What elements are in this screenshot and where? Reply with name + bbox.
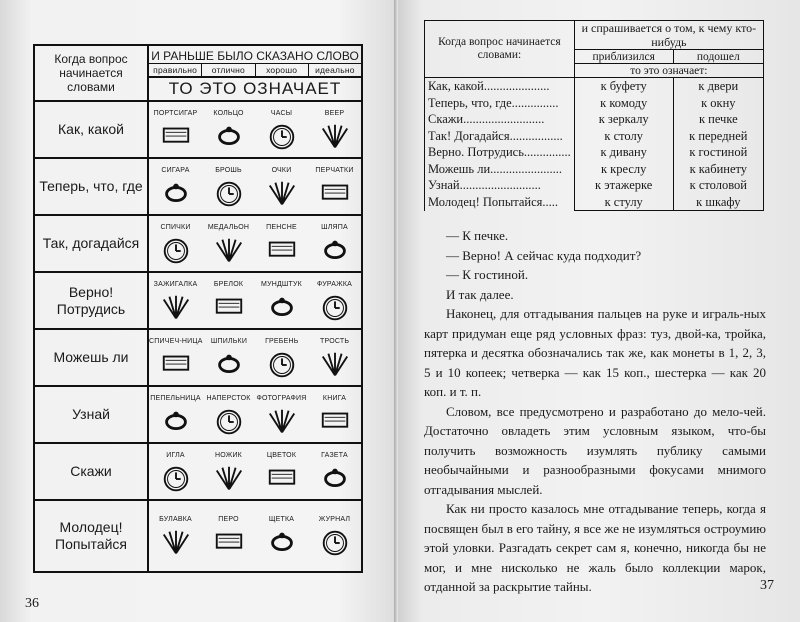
object-cell <box>255 107 308 153</box>
phrase: Молодец! Попытайся..... <box>428 194 559 209</box>
object-cell <box>308 392 361 438</box>
came-up-value: к окну <box>701 95 736 110</box>
object-illustration-icon <box>265 178 299 210</box>
object-illustration-icon <box>212 527 246 559</box>
column-header-came-up: подошел <box>673 50 763 64</box>
column-header-approached: приблизился <box>574 50 673 64</box>
code-phrase: Узнай <box>34 386 148 443</box>
object-cell <box>202 278 255 324</box>
header-words <box>149 63 361 78</box>
header-word: идеально <box>315 65 355 75</box>
table-left-header: Когда вопрос начинается словами: <box>425 21 575 78</box>
approached-value: к комоду <box>600 95 648 110</box>
object-cell <box>255 164 308 210</box>
object-cell <box>255 392 308 438</box>
object-illustration-icon <box>318 527 352 559</box>
object-cell <box>202 107 255 153</box>
object-illustration-icon <box>318 406 352 438</box>
object-illustration-icon <box>318 235 352 267</box>
object-cell <box>149 164 202 210</box>
object-label: ПОРТСИГАР <box>153 109 198 117</box>
header-word: хорошо <box>256 64 309 76</box>
paragraph: Наконец, для отгадывания пальцев на руке и играль-ных карт придуман еще ряд условных фраз: туз, двой-ка, тройка, пятерка и десятка обозначались так же, как монеты в 1, 2, 3, 5 и 10 копеек; четверка — как 15 коп., шестерка — как 20 коп. и т. п. <box>424 306 766 399</box>
code-objects <box>148 158 362 215</box>
object-cell <box>202 513 255 559</box>
approached-value: к столу <box>604 128 644 143</box>
header-question-start: Когда вопрос начинается словами <box>34 45 148 101</box>
object-cell <box>149 335 203 381</box>
phrase: Теперь, что, где............... <box>428 95 559 110</box>
object-label: БРЕЛОК <box>213 280 244 288</box>
page-number-right: 37 <box>760 578 774 593</box>
object-cell <box>308 513 361 559</box>
came-up-value: к двери <box>698 79 739 93</box>
object-label: ГРЕБЕНЬ <box>265 337 299 345</box>
code-objects <box>148 443 362 500</box>
code-phrase: Теперь, что, где <box>34 158 148 215</box>
object-label: СПИЧКИ <box>160 223 191 231</box>
phrase-column <box>425 78 575 211</box>
object-label: ЗАЖИГАЛКА <box>153 280 198 288</box>
dialogue-line: — Верно! А сейчас куда подходит? <box>446 247 642 263</box>
code-phrase-table <box>33 44 363 573</box>
object-illustration-icon <box>265 292 299 324</box>
object-label: НАПЕРСТОК <box>206 394 251 402</box>
code-phrase: Верно! Потрудись <box>34 272 148 329</box>
object-label: ПЕРЧАТКИ <box>315 166 354 174</box>
object-cell <box>308 449 361 495</box>
object-label: ОЧКИ <box>271 166 292 174</box>
object-label: ИГЛА <box>166 451 185 459</box>
object-illustration-icon <box>212 406 246 438</box>
code-phrase: Так, догадайся <box>34 215 148 272</box>
object-illustration-icon <box>318 178 352 210</box>
paragraph: Как ни просто казалось мне отгадывание теперь, когда я посвящен был в его тайну, я все же не изумляться остроумию этой уловки. Разгадать секрет сам я, конечно, никогда бы не мог, и мне нисколько не жаль было коллекции марок, отданной за раскрытие тайны. <box>424 501 766 594</box>
header-word: отлично <box>202 64 255 76</box>
code-objects <box>148 329 362 386</box>
phrase: Как, какой..................... <box>428 79 550 94</box>
phrase: Верно. Потрудись............... <box>428 145 571 160</box>
object-label: ЩЕТКА <box>268 516 295 523</box>
object-illustration-icon <box>212 292 246 324</box>
came-up-value: к печке <box>698 112 738 126</box>
phrase: Так! Догадайся................. <box>428 128 563 143</box>
object-illustration-icon <box>159 292 193 324</box>
object-illustration-icon <box>159 406 193 438</box>
object-illustration-icon <box>265 527 299 559</box>
object-cell <box>203 335 256 381</box>
table-means-header: то это означает: <box>574 64 763 78</box>
object-label: КОЛЬЦО <box>213 109 244 117</box>
approached-value: к буфету <box>600 79 647 93</box>
object-label: МЕДАЛЬОН <box>207 223 250 231</box>
object-illustration-icon <box>318 292 352 324</box>
object-cell <box>149 449 202 495</box>
object-label: НОЖИК <box>215 451 242 459</box>
approached-value: к креслу <box>600 161 647 176</box>
paragraph: И так далее. <box>446 286 514 302</box>
code-objects <box>148 386 362 443</box>
page-number-left: 36 <box>25 596 39 611</box>
code-objects <box>148 215 362 272</box>
code-phrase: Как, какой <box>34 101 148 158</box>
object-cell <box>202 449 255 495</box>
object-illustration-icon <box>159 527 193 559</box>
object-illustration-icon <box>212 463 246 495</box>
object-label: ЖУРНАЛ <box>318 516 351 523</box>
object-cell <box>308 335 361 381</box>
object-label: БУЛАВКА <box>159 516 192 523</box>
approached-value: к стулу <box>604 194 643 209</box>
object-label: ПЕНСНЕ <box>266 223 297 231</box>
came-up-value: к столовой <box>689 178 747 192</box>
dialogue-line: — К печке. <box>446 228 509 243</box>
object-illustration-icon <box>318 463 352 495</box>
header-means: ТО ЭТО ОЗНАЧАЕТ <box>168 79 342 98</box>
came-up-value: к кабинету <box>689 161 748 176</box>
object-label: СИГАРА <box>161 166 190 174</box>
left-page <box>0 0 398 622</box>
table-top-header: и спрашивается о том, к чему кто-нибудь <box>574 21 763 50</box>
body-text <box>424 226 766 597</box>
object-cell <box>149 107 202 153</box>
object-label: БРОШЬ <box>215 166 242 174</box>
object-label: ШПИЛЬКИ <box>210 337 248 345</box>
came-up-value: к шкафу <box>696 194 741 209</box>
object-cell <box>255 278 308 324</box>
came-up-value: к передней <box>689 128 748 143</box>
object-illustration-icon <box>265 463 299 495</box>
approached-value: к этажерке <box>595 178 653 192</box>
came-up-column <box>673 78 763 211</box>
object-illustration-icon <box>212 178 246 210</box>
code-row <box>34 386 362 443</box>
object-cell <box>149 513 202 559</box>
location-phrase-table <box>424 20 764 211</box>
phrase: Узнай.......................... <box>428 178 541 193</box>
object-illustration-icon <box>159 178 193 210</box>
object-label: ЦВЕТОК <box>266 451 297 459</box>
approached-column <box>574 78 673 211</box>
object-label: ПЕРО <box>218 516 239 523</box>
object-illustration-icon <box>212 121 246 153</box>
code-row <box>34 272 362 329</box>
object-cell <box>202 164 255 210</box>
code-objects <box>148 500 362 572</box>
phrase: Скажи.......................... <box>428 112 545 127</box>
code-row <box>34 158 362 215</box>
object-illustration-icon <box>318 349 352 381</box>
object-illustration-icon <box>159 235 193 267</box>
object-illustration-icon <box>159 121 193 153</box>
came-up-value: к гостиной <box>689 145 748 159</box>
object-cell <box>149 392 202 438</box>
code-row <box>34 443 362 500</box>
object-cell <box>255 335 308 381</box>
object-label: ФОТОГРАФИЯ <box>256 394 307 402</box>
object-illustration-icon <box>159 349 193 381</box>
object-label: ШЛЯПА <box>321 223 348 231</box>
object-label: ВЕЕР <box>324 109 345 117</box>
code-row <box>34 215 362 272</box>
object-illustration-icon <box>265 235 299 267</box>
object-illustration-icon <box>318 121 352 153</box>
object-cell <box>308 164 361 210</box>
object-illustration-icon <box>265 406 299 438</box>
object-cell <box>308 221 361 267</box>
code-phrase: Можешь ли <box>34 329 148 386</box>
header-said-before: И РАНЬШЕ БЫЛО СКАЗАНО СЛОВО <box>151 49 359 63</box>
object-cell <box>149 221 202 267</box>
object-label: КНИГА <box>322 394 347 402</box>
header-right <box>148 45 362 101</box>
code-objects <box>148 101 362 158</box>
phrase: Можешь ли....................... <box>428 161 563 176</box>
code-phrase: Молодец! Попытайся <box>34 500 148 572</box>
right-page <box>398 0 800 622</box>
object-illustration-icon <box>265 121 299 153</box>
dialogue-line: — К гостиной. <box>446 267 529 282</box>
object-label: ПЕПЕЛЬНИЦА <box>150 394 201 402</box>
approached-value: к зеркалу <box>598 112 649 126</box>
object-cell <box>255 221 308 267</box>
object-label: ТРОСТЬ <box>320 337 350 345</box>
object-cell <box>255 449 308 495</box>
object-illustration-icon <box>265 349 299 381</box>
object-illustration-icon <box>212 235 246 267</box>
object-label: МУНДШТУК <box>261 280 302 288</box>
code-row <box>34 101 362 158</box>
object-label: СПИЧЕЧ-НИЦА <box>149 337 203 345</box>
code-objects <box>148 272 362 329</box>
object-illustration-icon <box>212 349 246 381</box>
object-cell <box>149 278 202 324</box>
object-illustration-icon <box>159 463 193 495</box>
object-label: ГАЗЕТА <box>321 451 348 459</box>
object-label: ФУРАЖКА <box>317 280 352 288</box>
code-phrase: Скажи <box>34 443 148 500</box>
approached-value: к дивану <box>600 145 647 159</box>
object-cell <box>202 221 255 267</box>
object-label: ЧАСЫ <box>270 109 293 117</box>
code-row <box>34 500 362 572</box>
code-row <box>34 329 362 386</box>
object-cell <box>255 513 308 559</box>
object-cell <box>308 107 361 153</box>
header-word: правильно <box>149 64 202 76</box>
object-cell <box>308 278 361 324</box>
object-cell <box>202 392 255 438</box>
paragraph: Словом, все предусмотрено и разработано до мело-чей. Достаточно овладеть этим условным языком, что-бы получить возможность изумлять публику самыми необычайными и разнообразными фокусами мнимого отгадывания мыслей. <box>424 403 766 497</box>
